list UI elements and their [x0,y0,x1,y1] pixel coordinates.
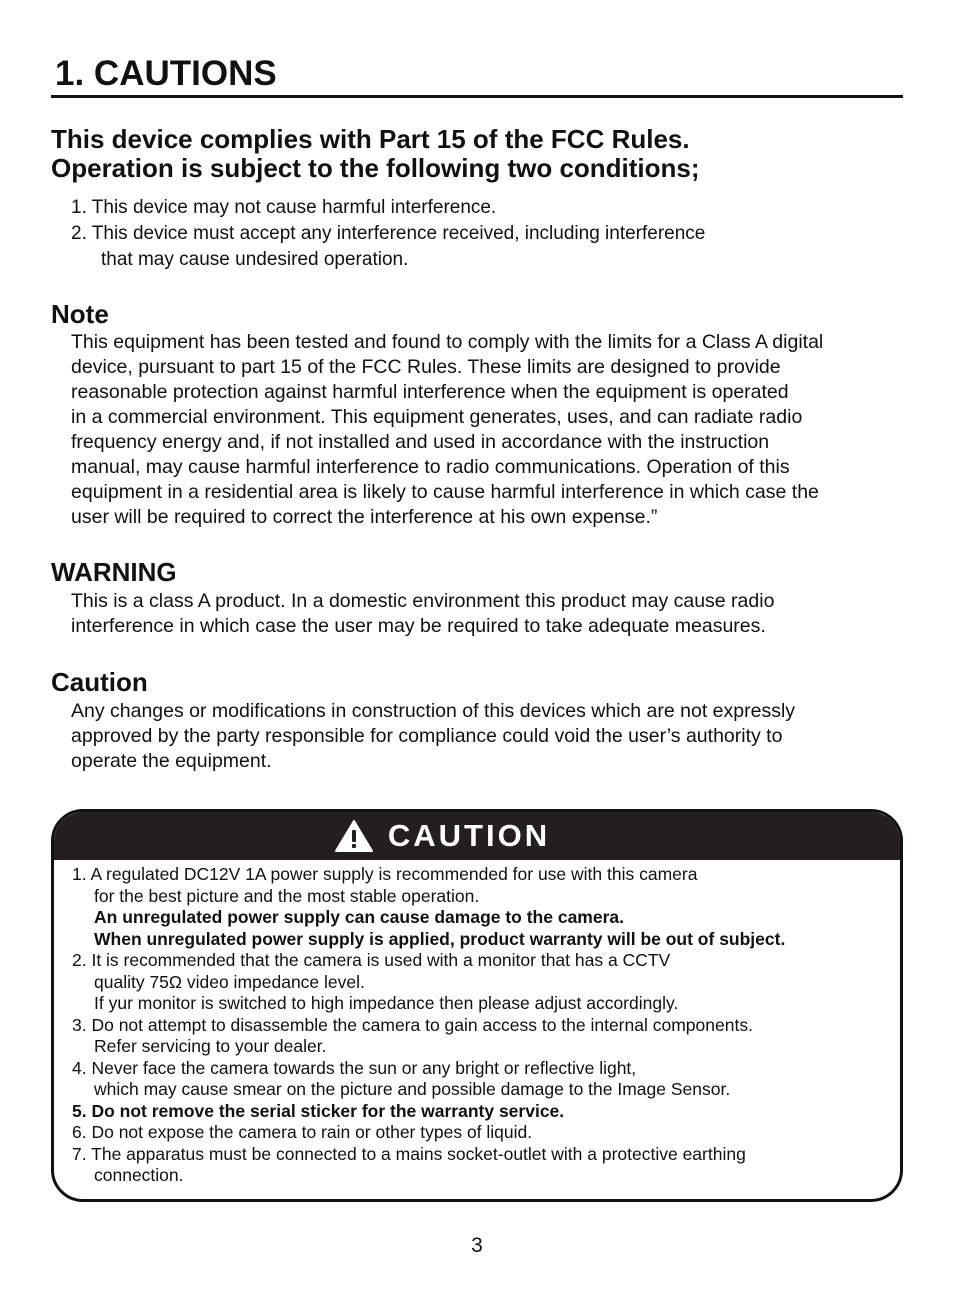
caution-line: operate the equipment. [71,750,272,772]
caution-box [51,809,903,1202]
fcc-heading-line: This device complies with Part 15 of the FCC Rules. [51,124,690,154]
note-line: reasonable protection against harmful interference when the equipment is operated [71,381,789,403]
fcc-heading-line: Operation is subject to the following two conditions; [51,153,700,183]
caution-line: approved by the party responsible for compliance could void the user’s authority to [71,725,783,747]
caution-box-list [72,864,892,1187]
fcc-conditions-list [71,195,911,273]
warning-line: This is a class A product. In a domestic environment this product may cause radio [71,590,775,612]
caution-item-4-cont: which may cause smear on the picture and possible damage to the Image Sensor. [94,1079,731,1099]
fcc-condition-1: 1. This device may not cause harmful interference. [71,197,497,218]
note-line: user will be required to correct the interference at his own expense.” [71,506,658,528]
caution-body [71,699,911,774]
caution-box-label: CAUTION [387,818,551,853]
fcc-heading [51,125,911,183]
page-title: 1. CAUTIONS [55,54,277,93]
note-line: in a commercial environment. This equipment generates, uses, and can radiate radio [71,406,803,428]
note-body [71,330,911,530]
caution-item-6: 6. Do not expose the camera to rain or other types of liquid. [72,1122,533,1142]
title-rule [51,95,903,98]
warning-triangle-icon [334,819,374,853]
caution-item-3: 3. Do not attempt to disassemble the camera to gain access to the internal components. [72,1014,753,1035]
caution-item-2: 2. It is recommended that the camera is used with a monitor that has a CCTV [72,950,671,970]
warning-body [71,589,911,639]
fcc-condition-2-cont: that may cause undesired operation. [101,249,409,270]
caution-item-5: 5. Do not remove the serial sticker for the warranty service. [72,1100,565,1121]
note-heading: Note [51,299,109,329]
fcc-condition-2: 2. This device must accept any interference received, including interference [71,223,706,244]
caution-item-7-cont: connection. [94,1165,184,1185]
caution-item-1-bold: When unregulated power supply is applied, product warranty will be out of subject. [94,928,786,949]
warning-line: interference in which case the user may be required to take adequate measures. [71,615,766,637]
caution-heading: Caution [51,667,148,697]
caution-item-1-cont: for the best picture and the most stable operation. [94,885,480,906]
caution-item-3-cont: Refer servicing to your dealer. [94,1036,327,1056]
caution-item-2-cont: If yur monitor is switched to high impedance then please adjust accordingly. [94,993,679,1013]
page-number: 3 [471,1234,483,1257]
caution-item-1: 1. A regulated DC12V 1A power supply is recommended for use with this camera [72,864,698,884]
note-line: equipment in a residential area is likely to cause harmful interference in which case the [71,481,819,503]
note-line: frequency energy and, if not installed and used in accordance with the instruction [71,431,770,453]
note-line: manual, may cause harmful interference to radio communications. Operation of this [71,456,790,478]
caution-item-2-cont: quality 75Ω video impedance level. [94,971,365,992]
caution-item-4: 4. Never face the camera towards the sun or any bright or reflective light, [72,1057,637,1078]
note-line: This equipment has been tested and found to comply with the limits for a Class A digital [71,331,824,353]
warning-heading: WARNING [51,557,177,587]
caution-line: Any changes or modifications in construction of this devices which are not expressly [71,700,796,722]
caution-item-1-bold: An unregulated power supply can cause damage to the camera. [94,907,625,927]
caution-box-header [54,812,900,860]
caution-item-7: 7. The apparatus must be connected to a mains socket-outlet with a protective earthing [72,1143,746,1164]
note-line: device, pursuant to part 15 of the FCC Rules. These limits are designed to provide [71,356,781,378]
